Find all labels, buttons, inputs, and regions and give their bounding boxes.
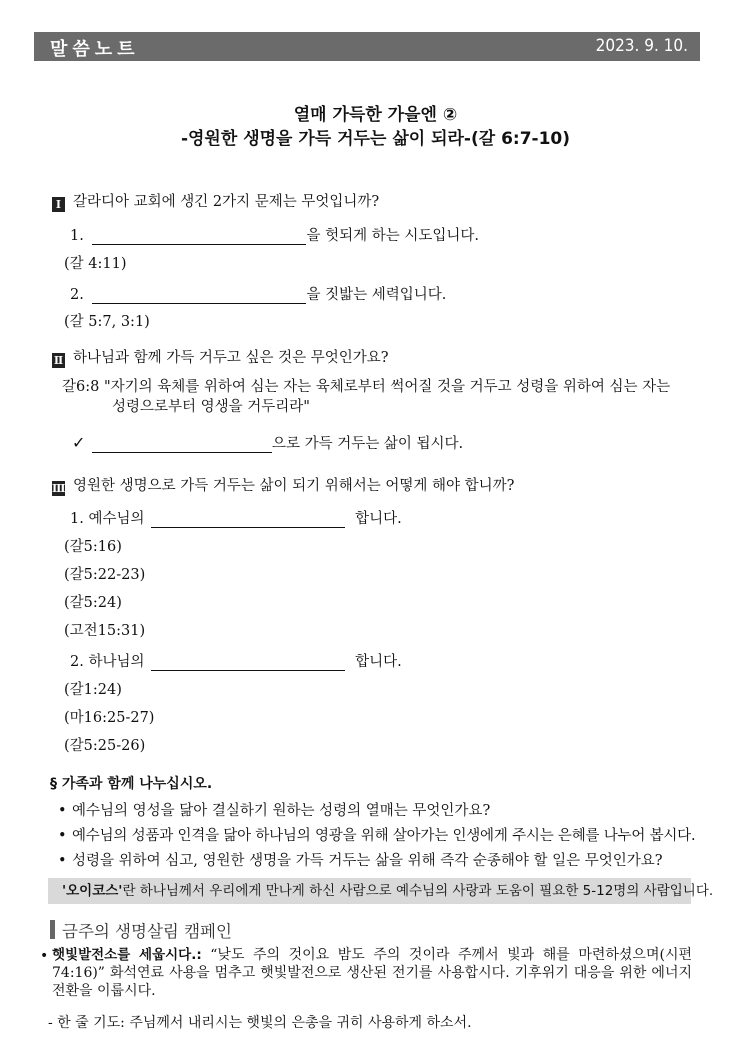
sermon-title-line2: -영원한 생명을 가득 거두는 삶이 되라-(갈 6:7-10) [180,129,571,149]
section1-item1-blank[interactable] [92,228,306,245]
section1-item2-prefix: 2. [70,287,84,303]
section1-item1 [70,224,479,245]
section1-question [52,190,379,212]
section3-item2-blank[interactable] [151,654,345,671]
section2-blank[interactable] [92,436,272,453]
family-item [58,824,695,845]
section3-item2-ref: (마16:25-27) [64,710,155,726]
section3-item1-ref: (갈5:24) [64,595,122,611]
section3-item1 [70,507,402,528]
section3-item2 [70,650,402,671]
campaign-title: 금주의 생명살림 캠페인 [62,922,232,941]
campaign-body-text: “낮도 주의 것이요 밤도 주의 것이라 주께서 빛과 해를 마련하셨으며(시편 74:16)” 화석연료 사용을 멈추고 햇빛발전으로 생산된 전기를 사용합시다. 기후위기 대응을 위한 에너지 전환을 이룹시다. [52,947,692,999]
check-icon: ✓ [72,433,86,452]
oikos-term: '오이코스' [62,883,123,899]
header-title: 말씀노트 [50,39,140,60]
header-date: 2023. 9. 10. [595,36,688,56]
campaign-prayer: - 한 줄 기도: 주님께서 내리시는 햇빛의 은총을 귀히 사용하게 하소서. [48,1015,472,1031]
section2-fill [72,432,463,453]
oikos-note [48,878,714,904]
section3-item1-blank[interactable] [151,511,345,528]
campaign-bullet-icon: • [40,948,49,964]
section3-item2-ref: (갈1:24) [64,682,122,698]
family-item-text: 성령을 위하여 심고, 영원한 생명을 가득 거두는 삶을 위해 즉각 순종해야 할 일은 무엇인가요? [72,853,663,869]
section2-numeral: Ⅱ [53,354,64,367]
section2-verse-line1: 갈6:8 "자기의 육체를 위하여 심는 자는 육체로부터 썩어질 것을 거두고 성령을 위하여 심는 자는 [62,379,671,395]
sermon-title-line1: 열매 가득한 가을엔 ② [293,105,458,125]
section3-item1-suffix: 합니다. [355,511,402,527]
section2-fill-suffix: 으로 가득 거두는 삶이 됩시다. [272,436,464,452]
family-item [58,799,490,820]
section1-item1-ref: (갈 4:11) [64,256,127,272]
section2-question-text: 하나님과 함께 가득 거두고 싶은 것은 무엇인가요? [73,350,389,366]
family-item [58,849,663,870]
campaign-body [52,946,692,1000]
section3-item2-prefix: 2. 하나님의 [70,654,145,670]
oikos-text: 란 하나님께서 우리에게 만나게 하신 사람으로 예수님의 사랑과 도움이 필요한 5-12명의 사람입니다. [122,883,714,899]
section2-question [52,346,389,368]
section1-item1-prefix: 1. [70,228,84,244]
section3-item2-suffix: 합니다. [355,654,402,670]
campaign-title-bar [50,920,55,939]
section3-numeral: Ⅲ [52,482,66,495]
family-item-text: 예수님의 영성을 닮아 결실하기 원하는 성령의 열매는 무엇인가요? [72,803,491,819]
section3-item1-ref: (갈5:22-23) [64,567,146,583]
bullet-icon: • [58,828,67,844]
campaign-headline: 햇빛발전소를 세웁시다.: [52,947,202,963]
family-title: § 가족과 함께 나누십시오. [50,776,213,792]
section3-item1-prefix: 1. 예수님의 [70,511,145,527]
family-item-text: 예수님의 성품과 인격을 닮아 하나님의 영광을 위해 살아가는 인생에게 주시는 은혜를 나누어 봅시다. [72,828,696,844]
section1-item2-suffix: 을 짓밟는 세력입니다. [306,287,447,303]
section1-item2 [70,283,446,304]
section1-question-text: 갈라디아 교회에 생긴 2가지 문제는 무엇입니까? [73,194,380,210]
section1-item1-suffix: 을 헛되게 하는 시도입니다. [306,228,479,244]
section1-item2-ref: (갈 5:7, 3:1) [64,314,150,330]
section3-item1-ref: (갈5:16) [64,539,122,555]
section1-numeral: Ⅰ [52,197,65,212]
bullet-icon: • [58,803,67,819]
section3-question-text: 영원한 생명으로 가득 거두는 삶이 되기 위해서는 어떻게 해야 합니까? [73,478,515,494]
section3-question [52,474,514,496]
section3-item2-ref: (갈5:25-26) [64,738,146,754]
section3-item1-ref: (고전15:31) [64,623,146,639]
section1-item2-blank[interactable] [92,287,306,304]
header-bar [34,32,700,61]
section2-verse-line2: 성령으로부터 영생을 거두리라" [112,399,310,415]
bullet-icon: • [58,853,67,869]
